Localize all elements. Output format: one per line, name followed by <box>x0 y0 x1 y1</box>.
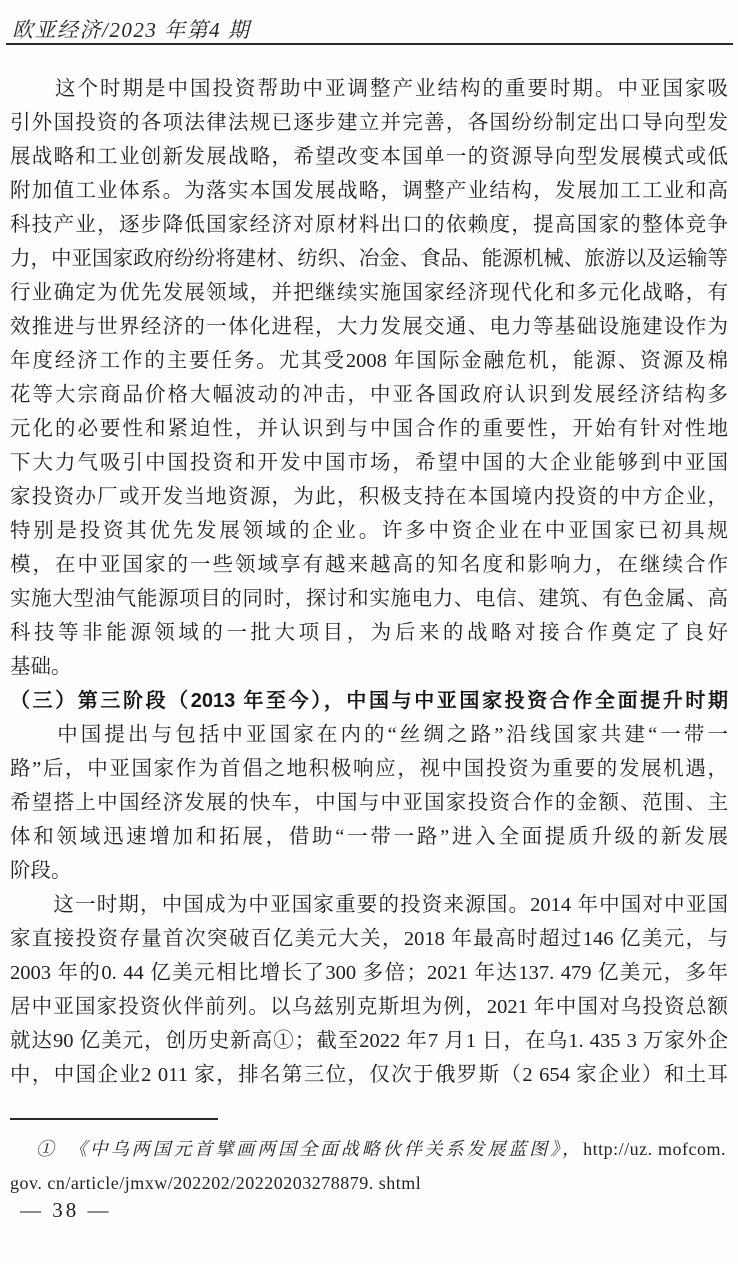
paragraph-1 <box>10 72 728 684</box>
body-line: 体和领域迅速增加和拓展，借助“一带一路”进入全面提质升级的新发展 <box>10 826 728 848</box>
body-line: 2003 年的0. 44 亿美元相比增长了300 多倍；2021 年达137. 479 亿美元，多年 <box>10 962 728 984</box>
body-line: 引外国投资的各项法律法规已逐步建立并完善，各国纷纷制定出口导向型发 <box>10 112 728 134</box>
body-line: 中国提出与包括中亚国家在内的“丝绸之路”沿线国家共建“一带一 <box>10 724 728 746</box>
footnote-marker: ① <box>36 1139 78 1159</box>
page-number: — 38 — <box>20 1198 112 1222</box>
journal-header: 欧亚经济/2023 年第4 期 <box>12 18 251 42</box>
body-line: 元化的必要性和紧迫性，并认识到与中国合作的重要性，开始有针对性地 <box>10 418 728 440</box>
footnote-line-1 <box>10 1134 726 1164</box>
body-line: 希望搭上中国经济发展的快车，中国与中亚国家投资合作的金额、范围、主 <box>10 792 728 814</box>
footnote-url-part1: http://uz. mofcom. <box>583 1139 726 1159</box>
body-line: 附加值工业体系。为落实本国发展战略，调整产业结构，发展加工工业和高 <box>10 180 728 202</box>
footnote-title: 《中乌两国元首擘画两国全面战略伙伴关系发展蓝图》， <box>77 1139 584 1159</box>
body-line: 这个时期是中国投资帮助中亚调整产业结构的重要时期。中亚国家吸 <box>10 78 728 100</box>
footnote-rule <box>10 1118 218 1120</box>
body-line: 行业确定为优先发展领域，并把继续实施国家经济现代化和多元化战略，有 <box>10 282 728 304</box>
header-rule <box>6 43 733 45</box>
body-line: 效推进与世界经济的一体化进程，大力发展交通、电力等基础设施建设作为 <box>10 316 728 338</box>
body-line: 就达90 亿美元，创历史新高①；截至2022 年7 月1 日，在乌1. 435 3 万家外企 <box>10 1030 728 1052</box>
body-line: 年度经济工作的主要任务。尤其受2008 年国际金融危机，能源、资源及棉 <box>10 350 728 372</box>
body-line: 家直接投资存量首次突破百亿美元大关，2018 年最高时超过146 亿美元，与 <box>10 928 728 950</box>
body-line: 模，在中亚国家的一些领域享有越来越高的知名度和影响力，在继续合作 <box>10 554 728 576</box>
paragraph-3 <box>10 888 728 1092</box>
body-line: 实施大型油气能源项目的同时，探讨和实施电力、电信、建筑、有色金属、高 <box>10 588 728 610</box>
body-line: 下大力气吸引中国投资和开发中国市场，希望中国的大企业能够到中亚国 <box>10 452 728 474</box>
body-line: 家投资办厂或开发当地资源，为此，积极支持在本国境内投资的中方企业， <box>10 486 728 508</box>
body-line: 科技等非能源领域的一批大项目，为后来的战略对接合作奠定了良好 <box>10 622 728 644</box>
body-line: 花等大宗商品价格大幅波动的冲击，中亚各国政府认识到发展经济结构多 <box>10 384 728 406</box>
body-line: 基础。 <box>10 656 72 678</box>
body-line: 这一时期，中国成为中亚国家重要的投资来源国。2014 年中国对中亚国 <box>10 894 728 916</box>
body-line: 阶段。 <box>10 860 72 882</box>
article-body <box>10 72 728 1092</box>
section-heading: （三）第三阶段（2013 年至今），中国与中亚国家投资合作全面提升时期 <box>10 690 728 712</box>
footnote-url-part2: gov. cn/article/jmxw/202202/20220203278879. shtml <box>10 1173 422 1193</box>
body-line: 特别是投资其优先发展领域的企业。许多中资企业在中亚国家已初具规 <box>10 520 728 542</box>
body-line: 居中亚国家投资伙伴前列。以乌兹别克斯坦为例，2021 年中国对乌投资总额 <box>10 996 728 1018</box>
body-line: 中，中国企业2 011 家，排名第三位，仅次于俄罗斯（2 654 家企业）和土耳 <box>10 1064 728 1086</box>
body-line: 力，中亚国家政府纷纷将建材、纺织、冶金、食品、能源机械、旅游以及运输等 <box>10 248 728 270</box>
body-line: 科技产业，逐步降低国家经济对原材料出口的依赖度，提高国家的整体竞争 <box>10 214 728 236</box>
body-line: 展战略和工业创新发展战略，希望改变本国单一的资源导向型发展模式或低 <box>10 146 728 168</box>
body-line: 路”后，中亚国家作为首倡之地积极响应，视中国投资为重要的发展机遇， <box>10 758 728 780</box>
paragraph-2 <box>10 718 728 888</box>
